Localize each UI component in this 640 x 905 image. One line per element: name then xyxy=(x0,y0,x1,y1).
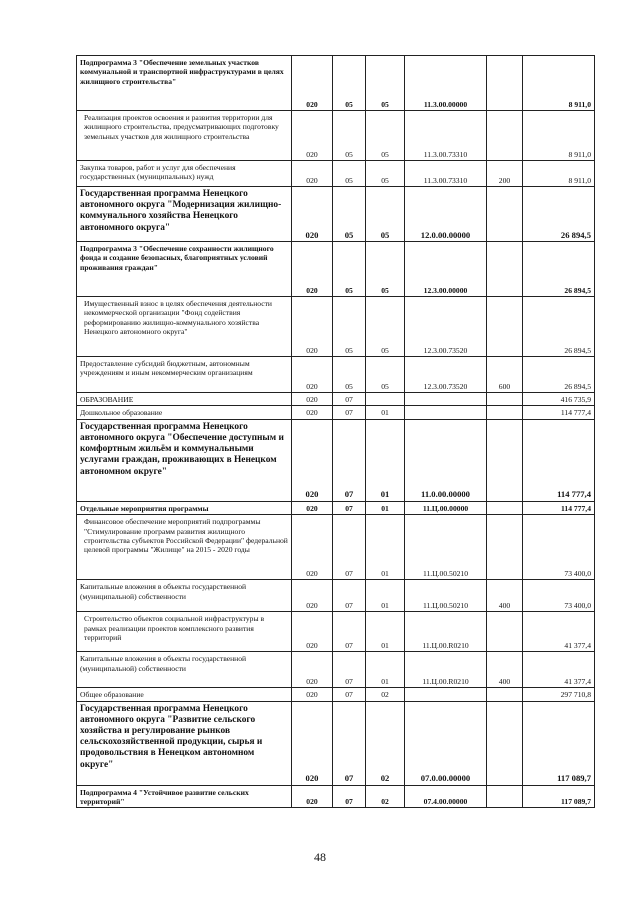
row-expense-type-code: 600 xyxy=(487,357,523,393)
row-target-code: 07.0.00.00000 xyxy=(405,701,487,785)
row-amount: 73 400,0 xyxy=(523,515,595,580)
row-expense-type-code xyxy=(487,785,523,808)
row-amount: 41 377,4 xyxy=(523,652,595,688)
row-amount: 117 089,7 xyxy=(523,785,595,808)
row-expense-type-code xyxy=(487,187,523,242)
row-name: Отдельные мероприятия программы xyxy=(77,501,292,514)
row-name: Подпрограмма 3 "Обеспечение сохранности жилищного фонда и создание безопасных, благоприятных условий проживания граждан" xyxy=(77,242,292,297)
row-subsection-code: 05 xyxy=(366,161,405,187)
budget-table xyxy=(76,55,595,808)
row-subsection-code: 05 xyxy=(366,111,405,161)
row-gr-code: 020 xyxy=(292,406,333,419)
row-amount: 26 894,5 xyxy=(523,357,595,393)
page-number: 48 xyxy=(314,850,326,864)
row-subsection-code xyxy=(366,393,405,406)
row-section-code: 05 xyxy=(333,111,366,161)
table-row xyxy=(77,357,595,393)
row-gr-code: 020 xyxy=(292,161,333,187)
row-subsection-code: 02 xyxy=(366,701,405,785)
table-row xyxy=(77,580,595,612)
row-section-code: 07 xyxy=(333,501,366,514)
row-section-code: 07 xyxy=(333,688,366,701)
row-gr-code: 020 xyxy=(292,515,333,580)
row-section-code: 05 xyxy=(333,161,366,187)
row-target-code: 11.3.00.00000 xyxy=(405,56,487,111)
row-subsection-code: 05 xyxy=(366,242,405,297)
row-target-code: 12.3.00.00000 xyxy=(405,242,487,297)
row-target-code: 12.3.00.73520 xyxy=(405,357,487,393)
table-row xyxy=(77,187,595,242)
row-expense-type-code xyxy=(487,501,523,514)
row-section-code: 07 xyxy=(333,393,366,406)
row-subsection-code: 01 xyxy=(366,406,405,419)
row-subsection-code: 01 xyxy=(366,501,405,514)
row-amount: 114 777,4 xyxy=(523,419,595,501)
row-name: Государственная программа Ненецкого автономного округа "Обеспечение доступным и комфортным жильём и коммунальными услугами граждан, проживающих в Ненецком автономном округе" xyxy=(77,419,292,501)
row-section-code: 07 xyxy=(333,580,366,612)
table-row xyxy=(77,612,595,652)
table-row xyxy=(77,701,595,785)
table-row xyxy=(77,688,595,701)
row-gr-code: 020 xyxy=(292,701,333,785)
row-target-code xyxy=(405,406,487,419)
table-row xyxy=(77,406,595,419)
row-amount: 41 377,4 xyxy=(523,612,595,652)
row-expense-type-code xyxy=(487,56,523,111)
row-gr-code: 020 xyxy=(292,56,333,111)
row-target-code: 11.Ц.00.50210 xyxy=(405,515,487,580)
row-section-code: 05 xyxy=(333,56,366,111)
row-expense-type-code xyxy=(487,612,523,652)
row-name: Реализация проектов освоения и развития территории для жилищного строительства, предусматривающих подготовку земельных участков для жилищного строительства xyxy=(77,111,292,161)
row-amount: 114 777,4 xyxy=(523,406,595,419)
row-amount: 8 911,0 xyxy=(523,56,595,111)
row-gr-code: 020 xyxy=(292,187,333,242)
table-row xyxy=(77,161,595,187)
table-row xyxy=(77,515,595,580)
row-amount: 297 710,8 xyxy=(523,688,595,701)
row-name: Строительство объектов социальной инфраструктуры в рамках реализации проектов комплексного развития территорий xyxy=(77,612,292,652)
row-expense-type-code xyxy=(487,393,523,406)
row-section-code: 07 xyxy=(333,515,366,580)
row-target-code: 11.Ц.00.R0210 xyxy=(405,612,487,652)
row-name: Финансовое обеспечение мероприятий подпрограммы "Стимулирование программ развития жилищного строительства субъектов Российской Федерации" федеральной целевой программы "Жилище" на 2015 - 2020 годы xyxy=(77,515,292,580)
row-amount: 26 894,5 xyxy=(523,187,595,242)
row-gr-code: 020 xyxy=(292,612,333,652)
row-section-code: 07 xyxy=(333,785,366,808)
row-section-code: 07 xyxy=(333,652,366,688)
row-gr-code: 020 xyxy=(292,357,333,393)
row-target-code xyxy=(405,688,487,701)
row-target-code: 11.Ц.00.50210 xyxy=(405,580,487,612)
row-expense-type-code xyxy=(487,297,523,357)
row-name: Подпрограмма 3 "Обеспечение земельных участков коммунальной и транспортной инфраструктурами в целях жилищного строительства" xyxy=(77,56,292,111)
row-amount: 416 735,9 xyxy=(523,393,595,406)
row-subsection-code: 01 xyxy=(366,652,405,688)
row-name: Имущественный взнос в целях обеспечения деятельности некоммерческой организации "Фонд содействия реформированию жилищно-коммунального хозяйства Ненецкого автономного округа" xyxy=(77,297,292,357)
row-section-code: 07 xyxy=(333,612,366,652)
row-target-code: 12.3.00.73520 xyxy=(405,297,487,357)
row-section-code: 05 xyxy=(333,297,366,357)
row-expense-type-code: 400 xyxy=(487,580,523,612)
table-row xyxy=(77,242,595,297)
row-target-code: 11.3.00.73310 xyxy=(405,161,487,187)
row-gr-code: 020 xyxy=(292,688,333,701)
row-section-code: 07 xyxy=(333,701,366,785)
row-subsection-code: 02 xyxy=(366,785,405,808)
row-name: Капитальные вложения в объекты государственной (муниципальной) собственности xyxy=(77,580,292,612)
row-target-code: 11.Ц.00.00000 xyxy=(405,501,487,514)
row-gr-code: 020 xyxy=(292,652,333,688)
row-section-code: 07 xyxy=(333,419,366,501)
table-row xyxy=(77,393,595,406)
row-name: Государственная программа Ненецкого автономного округа "Модернизация жилищно-коммунального хозяйства Ненецкого автономного округа" xyxy=(77,187,292,242)
table-row xyxy=(77,111,595,161)
table-row xyxy=(77,501,595,514)
row-name: Предоставление субсидий бюджетным, автономным учреждениям и иным некоммерческим организациям xyxy=(77,357,292,393)
row-target-code: 11.Ц.00.R0210 xyxy=(405,652,487,688)
row-name: ОБРАЗОВАНИЕ xyxy=(77,393,292,406)
row-amount: 8 911,0 xyxy=(523,161,595,187)
row-subsection-code: 01 xyxy=(366,580,405,612)
row-subsection-code: 01 xyxy=(366,419,405,501)
row-subsection-code: 01 xyxy=(366,515,405,580)
row-name: Капитальные вложения в объекты государственной (муниципальной) собственности xyxy=(77,652,292,688)
row-subsection-code: 05 xyxy=(366,187,405,242)
row-target-code xyxy=(405,393,487,406)
row-expense-type-code xyxy=(487,242,523,297)
row-expense-type-code xyxy=(487,515,523,580)
row-subsection-code: 05 xyxy=(366,56,405,111)
row-gr-code: 020 xyxy=(292,297,333,357)
row-name: Подпрограмма 4 "Устойчивое развитие сельских территорий" xyxy=(77,785,292,808)
row-gr-code: 020 xyxy=(292,785,333,808)
row-amount: 114 777,4 xyxy=(523,501,595,514)
row-name: Дошкольное образование xyxy=(77,406,292,419)
row-gr-code: 020 xyxy=(292,580,333,612)
row-expense-type-code: 200 xyxy=(487,161,523,187)
row-subsection-code: 02 xyxy=(366,688,405,701)
row-section-code: 05 xyxy=(333,357,366,393)
row-amount: 8 911,0 xyxy=(523,111,595,161)
row-expense-type-code xyxy=(487,688,523,701)
row-subsection-code: 05 xyxy=(366,357,405,393)
row-subsection-code: 05 xyxy=(366,297,405,357)
row-section-code: 05 xyxy=(333,242,366,297)
row-expense-type-code xyxy=(487,406,523,419)
row-target-code: 11.3.00.73310 xyxy=(405,111,487,161)
row-gr-code: 020 xyxy=(292,111,333,161)
table-row xyxy=(77,785,595,808)
row-subsection-code: 01 xyxy=(366,612,405,652)
row-amount: 26 894,5 xyxy=(523,242,595,297)
row-section-code: 07 xyxy=(333,406,366,419)
row-target-code: 07.4.00.00000 xyxy=(405,785,487,808)
row-expense-type-code: 400 xyxy=(487,652,523,688)
row-target-code: 12.0.00.00000 xyxy=(405,187,487,242)
row-expense-type-code xyxy=(487,111,523,161)
row-target-code: 11.0.00.00000 xyxy=(405,419,487,501)
row-amount: 73 400,0 xyxy=(523,580,595,612)
row-gr-code: 020 xyxy=(292,393,333,406)
row-gr-code: 020 xyxy=(292,242,333,297)
row-gr-code: 020 xyxy=(292,419,333,501)
table-row xyxy=(77,297,595,357)
row-name: Государственная программа Ненецкого автономного округа "Развитие сельского хозяйства и регулирование рынков сельскохозяйственной продукции, сырья и продовольствия в Ненецком автономном округе" xyxy=(77,701,292,785)
row-name: Закупка товаров, работ и услуг для обеспечения государственных (муниципальных) нужд xyxy=(77,161,292,187)
table-row xyxy=(77,652,595,688)
table-row xyxy=(77,56,595,111)
table-body xyxy=(77,56,595,808)
row-expense-type-code xyxy=(487,701,523,785)
table-row xyxy=(77,419,595,501)
row-amount: 26 894,5 xyxy=(523,297,595,357)
row-amount: 117 089,7 xyxy=(523,701,595,785)
row-expense-type-code xyxy=(487,419,523,501)
row-gr-code: 020 xyxy=(292,501,333,514)
row-section-code: 05 xyxy=(333,187,366,242)
row-name: Общее образование xyxy=(77,688,292,701)
